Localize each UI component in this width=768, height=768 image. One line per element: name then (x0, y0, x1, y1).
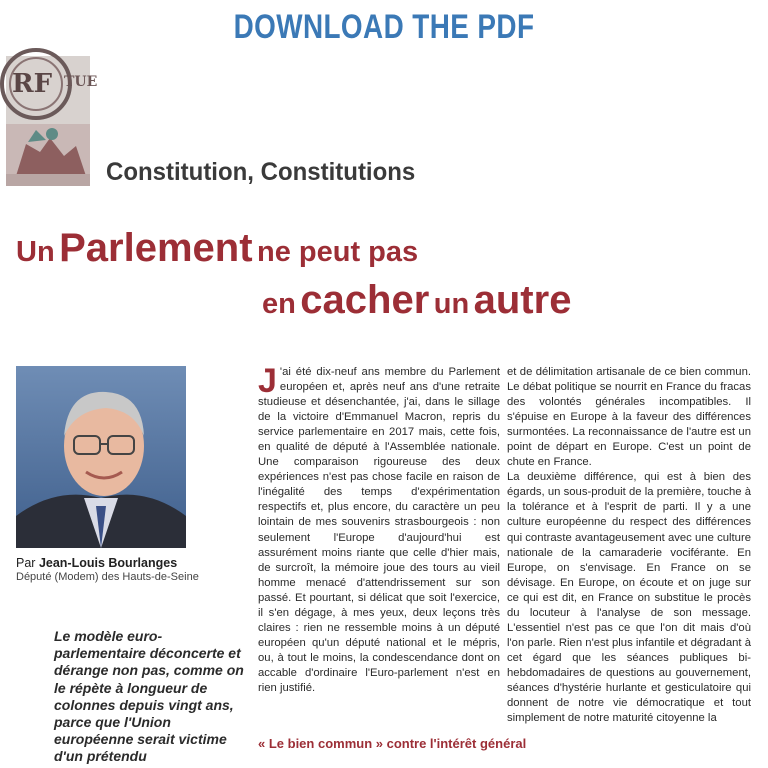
section-kicker: Constitution, Constitutions (106, 158, 416, 186)
author-byline: Par Jean-Louis Bourlanges (16, 556, 178, 570)
postage-stamp-image (6, 56, 98, 186)
author-name: Jean-Louis Bourlanges (38, 556, 178, 570)
headline-line-1: Un Parlement ne peut pas (16, 226, 419, 270)
drop-cap: J (258, 362, 277, 400)
article-column-1 (258, 362, 500, 696)
article-column-2 (507, 365, 751, 726)
author-role: Député (Modem) des Hauts-de-Seine (16, 571, 199, 583)
svg-text:RF: RF (12, 69, 53, 99)
pull-quote: Le modèle euro-parlementaire déconcerte et dérange non pas, comme on le répète à longueur de colonnes depuis vingt ans, parce que l'Union européenne serait victime d'un prétendu (54, 628, 244, 765)
article-body-1: 'ai été dix-neuf ans membre du Parlement européen et, après neuf ans d'une retraite studieuse et désenchantée, j'ai, dans le sillage de la victoire d'Emmanuel Macron, repris du service parlementaire en 2017 mais, cette fois, en qualité de député à l'Assemblée nationale. Une comparaison rigoureuse des deux expériences n'est pas chose facile en raison de l'inégalité des temps d'expérimentation respectifs et, plus encore, du caractère un peu lointain de mes souvenirs strasbourgeois : non seulement l'Europe d'aujourd'hui est assurément moins riante que celle d'hier mais, de surcroît, la mémoire joue des tours au vieil homme menacé d'attendrissement sur son passé. Et pourtant, si délicat que soit l'exercice, il s'en dégage, à mes yeux, deux leçons très claires : rien ne ressemble moins à un député européen qu'un député national et le mépris, ou, à tout le moins, la condescendance dont on accable d'ordinaire l'Euro-parlement n'est en rien justifié. (258, 366, 500, 694)
download-pdf-link[interactable]: DOWNLOAD THE PDF (233, 8, 535, 46)
svg-text:TUE: TUE (64, 74, 98, 90)
paragraph: et de délimitation artisanale de ce bien commun. Le débat politique se nourrit en France du fracas des volontés générales incompatibles. Il s'épuise en Europe à la faveur des différences surmontées. La reconnaissance de l'autre est un point de départ en Europe. C'est un point de chute en France. (507, 366, 751, 469)
author-photo (16, 366, 186, 548)
paragraph: La deuxième différence, qui est à bien des égards, un sous-produit de la première, touche à la tolérance et à l'esprit de parti. Il y a une culture européenne du respect des différences qui contraste avantageusement avec une culture nationale de la camaraderie vociférante. En Europe, on s'envisage. En France on se dévisage. En Europe, on écoute et on juge sur ce qui est dit, en France on substitue le procès du locuteur à l'analyse de son message. L'essentiel n'est pas ce que l'on dit mais d'où l'on parle. Rien n'est plus infantile et dégradant à cet égard que les séances publiques bi-hebdomadaires de questions au gouvernement, séances d'hystérie hurlante et gesticulatoire qui donnent de notre vie démocratique et tout simplement de notre maturité citoyenne la (507, 471, 751, 725)
section-subhead: « Le bien commun » contre l'intérêt général (258, 736, 527, 751)
headline-line-2: en cacher un autre (262, 278, 572, 322)
